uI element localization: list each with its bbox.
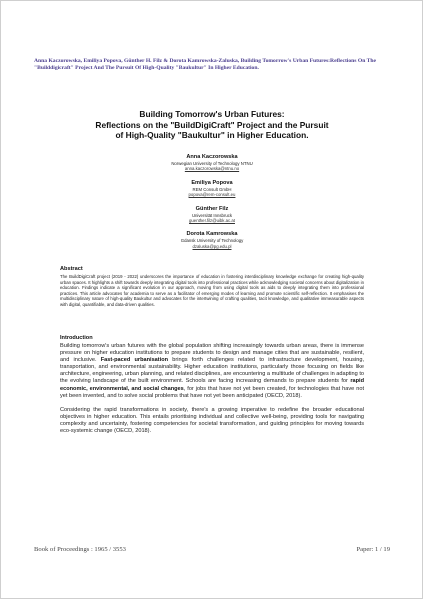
author-name: Anna Kaczorowska	[186, 154, 238, 160]
abstract-heading: Abstract	[60, 266, 83, 272]
emphasis-text: Fast-paced urbanisation	[100, 357, 169, 364]
introduction-section	[60, 335, 364, 435]
author-affiliation: Universität Innsbruck	[191, 212, 233, 218]
author-name: Emiliya Popova	[191, 179, 233, 186]
emphasis-text: rapid economic, environmental, and social changes	[60, 378, 364, 392]
author-email-link[interactable]: popova@rem-consult.eu	[188, 192, 236, 198]
author-affiliation: REM Consult GmbH	[192, 186, 232, 192]
author-email-link[interactable]: anna.kaczorowska@ntnu.no	[184, 166, 240, 172]
introduction-paragraph-1	[60, 343, 364, 400]
title-line-2: Reflections on the "BuildDigiCraft" Project and the Pursuit	[95, 119, 329, 130]
author-block	[60, 231, 364, 249]
footer-proceedings: Book of Proceedings : 1965 / 3553	[34, 546, 126, 553]
author-email-link[interactable]: dzaluska@pg.edu.pl	[192, 243, 232, 249]
author-name: Dorota Kamrowska	[186, 231, 238, 238]
footer-page-number: Paper: 1 / 19	[356, 546, 390, 553]
text-run: Building tomorrow's urban futures with the global population shifting increasingly towards urban areas, there is immense pressure on higher education institutions to prepare students to design and manage cities that are sustainable, resilient, and inclusive.	[60, 343, 364, 364]
introduction-heading: Introduction	[60, 335, 93, 341]
author-list	[60, 154, 364, 257]
text-run: , for jobs that have not yet been created, for technologies that have not yet been invented, and to solve social problems that have not yet been anticipated (OECD, 2018).	[60, 385, 365, 399]
author-block	[60, 206, 364, 224]
author-affiliation: Norwegian University of Technology NTNU	[171, 161, 253, 166]
text-run: brings forth challenges related to infrastructure development, housing, transportation, and environmental sustainability. Higher education institutions, particularly those focusing on fields like architecture, engineering, urban planning, and related disciplines, are encountering a multitude of challenges in adapting to the evolving landscape of the built environment. Schools are facing increasing demands to prepare students for	[60, 357, 364, 385]
title-line-1: Building Tomorrow's Urban Futures:	[139, 109, 285, 119]
author-block	[60, 154, 364, 172]
paper-title	[60, 109, 364, 141]
introduction-paragraph-2: Considering the rapid transformations in society, there's a growing imperative to redefine the broader educational objectives in higher education. This entails prioritising individual and collective well-being, providing tools for navigating complexity and uncertainty, fostering competencies for societal transformation, and guiding principles for moving towards eco-systemic change (OECD, 2018).	[60, 406, 364, 435]
title-line-3: of High-Quality "Baukultur" in Higher Education.	[115, 130, 309, 141]
abstract-text: The BuildDigiCraft project (2019 - 2022) underscores the importance of education in fostering interdisciplinary knowledge exchange for creating high-quality urban spaces. It highlights a shift towards deeply integrating digital tools into professional practices while acknowledging societal concerns about digitalization in education. Findings indicate a significant evolution in our approach, moving from using digital tools as aids to deeply integrating them into professional practices. This article advocates for academia to serve as a facilitator of emerging modes of learning and promote scientific self-reflection. It emphasises the multidisciplinary nature of high-quality Baukultur and advocates for the intertwining of crafting qualities, tacit knowledge, and qualitative immeasurable aspects with digital, quantifiable, and data-driven qualities.	[60, 274, 364, 307]
author-block	[60, 180, 364, 198]
author-name: Günther Filz	[195, 205, 229, 212]
running-head: Anna Kaczorowska, Emiliya Popova, Günther H. Filz & Dorota Kamrowska-Zaluska, Building Tomorrow's Urban Futures:Reflections On The "Builddigicraft" Project And The Pursuit Of High-Quality "Baukultur" In Higher Education.	[34, 58, 376, 71]
abstract-section	[60, 266, 364, 307]
author-email-link[interactable]: guenther.filz@uibk.ac.at	[189, 218, 235, 224]
author-affiliation: Gdansk University of Technology	[180, 238, 244, 244]
